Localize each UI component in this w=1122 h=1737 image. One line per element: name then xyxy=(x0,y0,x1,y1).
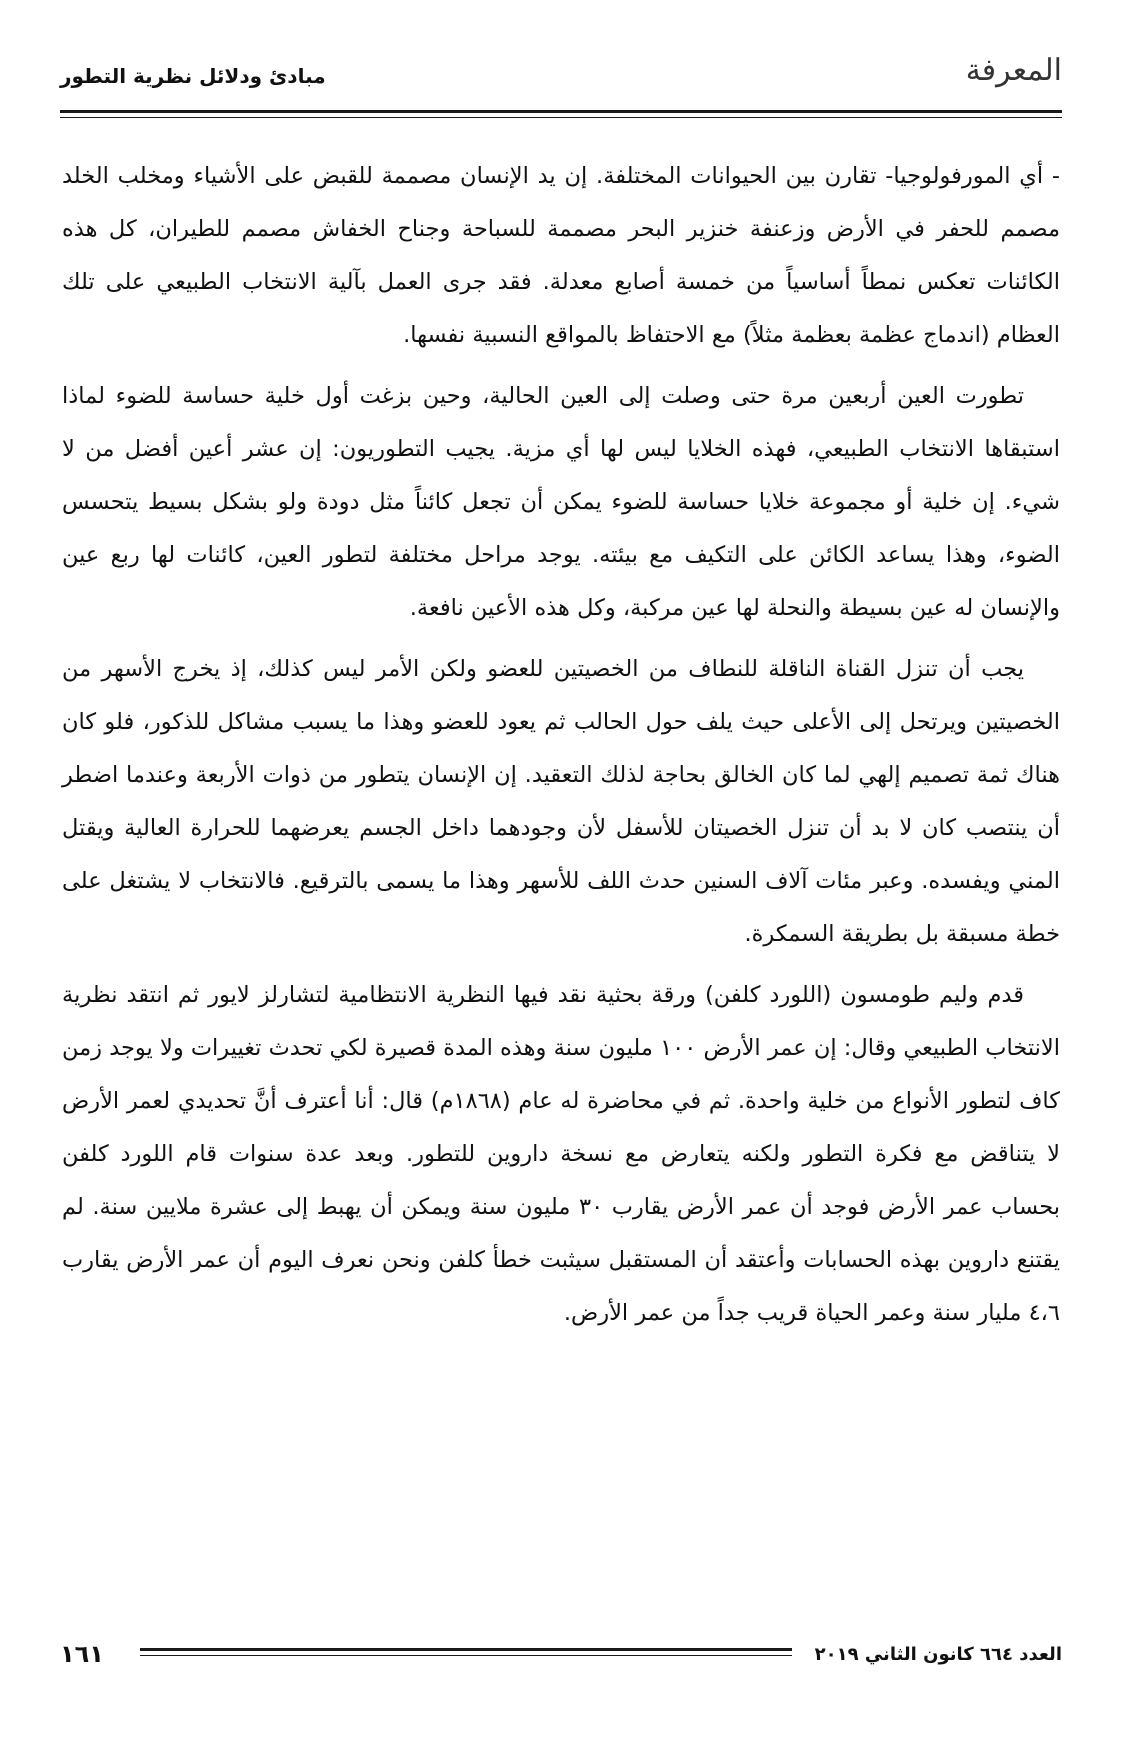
footer-rule-thin xyxy=(140,1655,792,1656)
header-rule-thin xyxy=(60,117,1062,118)
paragraph-4: قدم وليم طومسون (اللورد كلفن) ورقة بحثية نقد فيها النظرية الانتظامية لتشارلز لايور ثم انتقد نظرية الانتخاب الطبيعي وقال: إن عمر الأرض ١٠٠ مليون سنة وهذه المدة قصيرة لكي تحدث تغييرات ولا يوجد زمن كاف لتطور الأنواع من خلية واحدة. ثم في محاضرة له عام (١٨٦٨م) قال: أنا أعترف أنَّ تحديدي لعمر الأرض لا يتناقض مع فكرة التطور ولكنه يتعارض مع نسخة داروين للتطور. وبعد عدة سنوات قام اللورد كلفن بحساب عمر الأرض فوجد أن عمر الأرض يقارب ٣٠ مليون سنة ويمكن أن يهبط إلى عشرة ملايين سنة. لم يقتنع داروين بهذه الحسابات وأعتقد أن المستقبل سيثبت خطأ كلفن ونحن نعرف اليوم أن عمر الأرض يقارب ٤،٦ مليار سنة وعمر الحياة قريب جداً من عمر الأرض. xyxy=(62,982,1061,1326)
page-footer xyxy=(60,1636,1062,1676)
footer-rule-thick xyxy=(140,1648,792,1651)
paragraph-1: - أي المورفولوجيا- تقارن بين الحيوانات المختلفة. إن يد الإنسان مصممة للقبض على الأشياء ومخلب الخلد مصمم للحفر في الأرض وزعنفة خنزير البحر مصممة للسباحة وجناح الخفاش مصمم للطيران، كل هذه الكائنات تعكس نمطاً أساسياً من خمسة أصابع معدلة. فقد جرى العمل بآلية الانتخاب الطبيعي على تلك العظام (اندماج عظمة بعظمة مثلاً) مع الاحتفاظ بالمواقع النسبية نفسها. xyxy=(62,163,1060,348)
journal-logo: المعرفة xyxy=(965,53,1062,88)
paragraph-2: تطورت العين أربعين مرة حتى وصلت إلى العين الحالية، وحين بزغت أول خلية حساسة للضوء لماذا استبقاها الانتخاب الطبيعي، فهذه الخلايا ليس لها أي مزية. يجيب التطوريون: إن عشر أعين أفضل من لا شيء. إن خلية أو مجموعة خلايا حساسة للضوء يمكن أن تجعل كائناً مثل دودة ولو بشكل بسيط يتحسس الضوء، وهذا يساعد الكائن على التكيف مع بيئته. يوجد مراحل مختلفة لتطور العين، كائنات لها ربع عين والإنسان له عين بسيطة والنحلة لها عين مركبة، وكل هذه الأعين نافعة. xyxy=(62,383,1060,621)
page-header xyxy=(60,50,1062,100)
running-title: مبادئ ودلائل نظرية التطور xyxy=(60,64,326,88)
footer-rule xyxy=(140,1648,792,1658)
issue-info: العدد ٦٦٤ كانون الثاني ٢٠١٩ xyxy=(814,1644,1062,1665)
article-body xyxy=(62,150,1060,1348)
page-number: ١٦١ xyxy=(60,1640,104,1668)
header-rule xyxy=(60,110,1062,113)
paragraph-3: يجب أن تنزل القناة الناقلة للنطاف من الخصيتين للعضو ولكن الأمر ليس كذلك، إذ يخرج الأسهر من الخصيتين ويرتحل إلى الأعلى حيث يلف حول الحالب ثم يعود للعضو وهذا ما يسبب مشاكل للذكور، فلو كان هناك ثمة تصميم إلهي لما كان الخالق بحاجة لذلك التعقيد. إن الإنسان يتطور من ذوات الأربعة وعندما اضطر أن ينتصب كان لا بد أن تنزل الخصيتان للأسفل لأن وجودهما داخل الجسم يعرضهما للحرارة العالية ويقتل المني ويفسده. وعبر مئات آلاف السنين حدث اللف للأسهر وهذا ما يسمى بالترقيع. فالانتخاب لا يشتغل على خطة مسبقة بل بطريقة السمكرة. xyxy=(62,656,1060,947)
